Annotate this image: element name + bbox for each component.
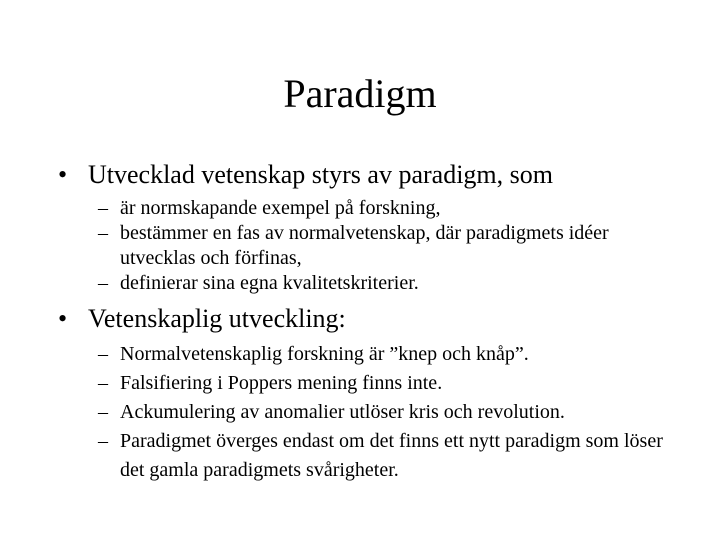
dash-icon: –	[98, 343, 108, 365]
sub-item	[58, 427, 678, 485]
sub-item-text: Falsifiering i Poppers mening finns inte.	[120, 372, 443, 394]
sub-item-text: Ackumulering av anomalier utlöser kris och revolution.	[120, 401, 565, 423]
bullet-item-utvecklad-vetenskap	[58, 158, 678, 192]
dash-icon: –	[98, 430, 108, 452]
sub-item	[58, 221, 678, 271]
sub-item-text: bestämmer en fas av normalvetenskap, där paradigmets idéer utvecklas och förfinas,	[120, 222, 609, 269]
dash-icon: –	[98, 401, 108, 423]
sub-item-text: är normskapande exempel på forskning,	[120, 197, 441, 219]
sub-item	[58, 340, 678, 369]
bullet-icon: •	[58, 304, 68, 333]
sub-list	[58, 340, 678, 485]
dash-icon: –	[98, 197, 108, 219]
bullet-item-vetenskaplig-utveckling	[58, 302, 678, 336]
sub-item-text: Normalvetenskaplig forskning är ”knep och knåp”.	[120, 343, 529, 365]
sub-item-text: Paradigmet överges endast om det finns ett nytt paradigm som löser det gamla paradigmets svårigheter.	[120, 430, 663, 481]
dash-icon: –	[98, 372, 108, 394]
slide-title: Paradigm	[283, 71, 437, 116]
dash-icon: –	[98, 222, 108, 244]
bullet-icon: •	[58, 160, 68, 189]
dash-icon: –	[98, 272, 108, 294]
sub-item	[58, 398, 678, 427]
sub-list	[58, 196, 678, 296]
sub-item-text: definierar sina egna kvalitetskriterier.	[120, 272, 419, 294]
slide-body	[58, 158, 678, 491]
sub-item	[58, 369, 678, 398]
bullet-text: Vetenskaplig utveckling:	[88, 304, 346, 333]
sub-item	[58, 196, 678, 221]
bullet-text: Utvecklad vetenskap styrs av paradigm, som	[88, 160, 553, 189]
sub-item	[58, 271, 678, 296]
